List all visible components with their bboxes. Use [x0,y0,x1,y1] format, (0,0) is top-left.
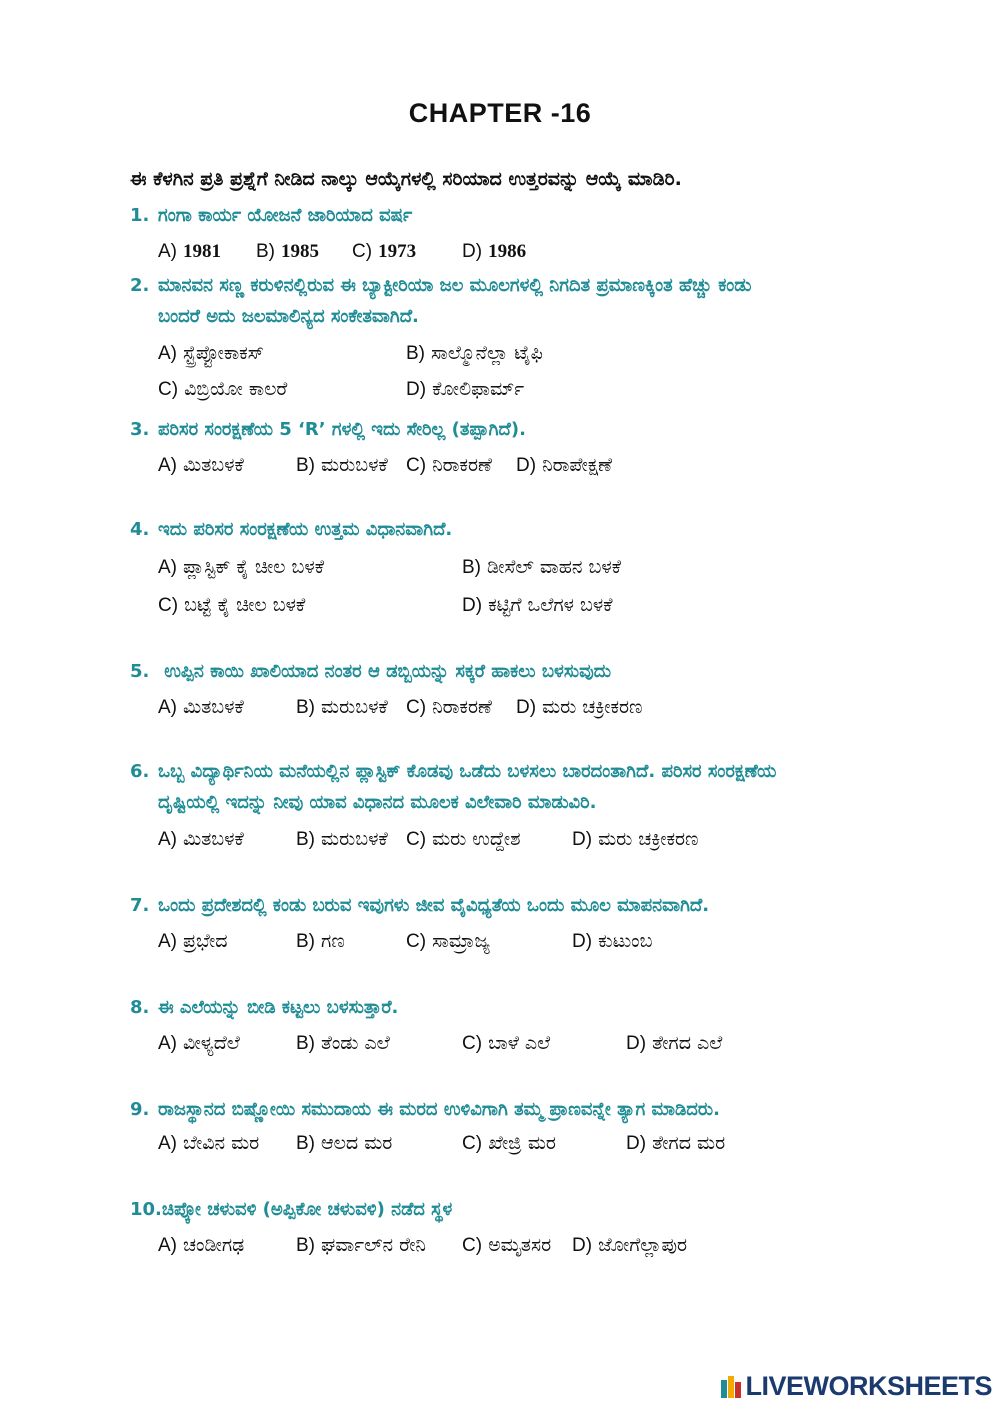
option-1a[interactable]: A) 1981 [158,241,222,262]
question-text-continued: ದೃಷ್ಟಿಯಲ್ಲಿ ಇದನ್ನು ನೀವು ಯಾವ ವಿಧಾನದ ಮೂಲಕ ವಿಲೇವಾರಿ ಮಾಡುವಿರಿ. [158,792,597,813]
option-2b[interactable]: B) ಸಾಲ್ಮೊನೆಲ್ಲಾ ಟೈಫಿ [406,342,543,364]
option-8d[interactable]: D) ತೇಗದ ಎಲೆ [626,1032,723,1054]
option-1c[interactable]: C) 1973 [352,241,417,262]
question-5 [130,656,890,687]
question-7 [130,890,890,921]
option-6a[interactable]: A) ಮಿತಬಳಕೆ [158,828,244,850]
option-1b[interactable]: B) 1985 [256,241,320,262]
option-6b[interactable]: B) ಮರುಬಳಕೆ [296,828,388,850]
page-title: CHAPTER -16 [408,98,592,128]
option-5b[interactable]: B) ಮರುಬಳಕೆ [296,696,388,718]
question-number: 3. [130,419,150,440]
question-text-continued: ಬಂದರೆ ಅದು ಜಲಮಾಲಿನ್ಯದ ಸಂಕೇತವಾಗಿದೆ. [158,306,419,327]
question-text: ಗಂಗಾ ಕಾರ್ಯ ಯೋಜನೆ ಜಾರಿಯಾದ ವರ್ಷ [158,205,413,226]
question-10 [130,1194,890,1225]
option-6c[interactable]: C) ಮರು ಉದ್ದೇಶ [406,828,521,850]
question-3 [130,414,890,445]
option-9c[interactable]: C) ಖೇಜ್ರಿ ಮರ [462,1132,556,1154]
option-7a[interactable]: A) ಪ್ರಭೇದ [158,930,228,952]
question-text: ಈ ಎಲೆಯನ್ನು ಬೀಡಿ ಕಟ್ಟಲು ಬಳಸುತ್ತಾರೆ. [158,997,399,1018]
option-3d[interactable]: D) ನಿರಾಪೇಕ್ಷಣೆ [516,454,612,476]
option-7c[interactable]: C) ಸಾಮ್ರಾಜ್ಯ [406,930,490,952]
option-7b[interactable]: B) ಗಣ [296,930,345,952]
option-5d[interactable]: D) ಮರು ಚಕ್ರೀಕರಣ [516,696,643,718]
question-2 [130,270,890,332]
liveworksheets-brand[interactable] [721,1369,992,1403]
option-2d[interactable]: D) ಕೋಲಿಫಾರ್ಮ್ [406,378,525,400]
question-number: 5. [130,661,150,682]
question-6 [130,756,890,818]
brand-name: LIVEWORKSHEETS [745,1370,992,1401]
question-4 [130,514,890,545]
option-4c[interactable]: C) ಬಟ್ಟೆ ಕೈ ಚೀಲ ಬಳಕೆ [158,594,306,616]
question-text: ಚಿಪ್ಕೋ ಚಳುವಳಿ (ಅಪ್ಪಿಕೋ ಚಳುವಳಿ) ನಡೆದ ಸ್ಥಳ [161,1199,453,1220]
question-9 [130,1094,890,1125]
option-10b[interactable]: B) ಘರ್ವಾಲ್‌ನ ರೇನಿ [296,1234,426,1256]
question-number: 2. [130,275,150,296]
option-5a[interactable]: A) ಮಿತಬಳಕೆ [158,696,244,718]
liveworksheets-logo-icon [721,1374,743,1398]
question-number: 9. [130,1099,150,1120]
question-8 [130,992,890,1023]
option-7d[interactable]: D) ಕುಟುಂಬ [572,930,653,952]
option-10a[interactable]: A) ಚಂಡೀಗಢ [158,1234,245,1256]
option-4b[interactable]: B) ಡೀಸೆಲ್ ವಾಹನ ಬಳಕೆ [462,556,622,578]
option-3c[interactable]: C) ನಿರಾಕರಣೆ [406,454,492,476]
option-8b[interactable]: B) ತೆಂಡು ಎಲೆ [296,1032,390,1054]
question-text: ಇದು ಪರಿಸರ ಸಂರಕ್ಷಣೆಯ ಉತ್ತಮ ವಿಧಾನವಾಗಿದೆ. [158,519,453,540]
option-10d[interactable]: D) ಜೋಗೆಲ್ಲಾಪುರ [572,1234,688,1256]
question-number: 8. [130,997,150,1018]
option-9a[interactable]: A) ಬೇವಿನ ಮರ [158,1132,260,1154]
option-3b[interactable]: B) ಮರುಬಳಕೆ [296,454,388,476]
question-number: 6. [130,761,150,782]
option-3a[interactable]: A) ಮಿತಬಳಕೆ [158,454,244,476]
option-1d[interactable]: D) 1986 [462,241,527,262]
option-2c[interactable]: C) ವಿಬ್ರಿಯೋ ಕಾಲರೆ [158,378,288,400]
option-9b[interactable]: B) ಆಲದ ಮರ [296,1132,393,1154]
option-8a[interactable]: A) ವೀಳ್ಯದೆಲೆ [158,1032,240,1054]
question-text: ಒಂದು ಪ್ರದೇಶದಲ್ಲಿ ಕಂಡು ಬರುವ ಇವುಗಳು ಜೀವ ವೈವಿಧ್ಯತೆಯ ಒಂದು ಮೂಲ ಮಾಪನವಾಗಿದೆ. [158,895,710,916]
option-4a[interactable]: A) ಪ್ಲಾಸ್ಟಿಕ್ ಕೈ ಚೀಲ ಬಳಕೆ [158,556,325,578]
option-4d[interactable]: D) ಕಟ್ಟಿಗೆ ಒಲೆಗಳ ಬಳಕೆ [462,594,613,616]
option-9d[interactable]: D) ತೇಗದ ಮರ [626,1132,726,1154]
option-6d[interactable]: D) ಮರು ಚಕ್ರೀಕರಣ [572,828,699,850]
question-text: ಪರಿಸರ ಸಂರಕ್ಷಣೆಯ 5 ‘R’ ಗಳಲ್ಲಿ ಇದು ಸೇರಿಲ್ಲ (ತಪ್ಪಾಗಿದೆ). [158,419,526,440]
option-2a[interactable]: A) ಸ್ಟ್ರೆಪ್ಟೋಕಾಕಸ್ [158,342,264,364]
question-number: 1. [130,205,150,226]
question-number: 4. [130,519,150,540]
option-5c[interactable]: C) ನಿರಾಕರಣೆ [406,696,492,718]
instruction-text: ಈ ಕೆಳಗಿನ ಪ್ರತಿ ಪ್ರಶ್ನೆಗೆ ನೀಡಿದ ನಾಲ್ಕು ಆಯ್ಕೆಗಳಲ್ಲಿ ಸರಿಯಾದ ಉತ್ತರವನ್ನು ಆಯ್ಕೆ ಮಾಡಿರಿ. [130,168,682,190]
question-text: ಮಾನವನ ಸಣ್ಣ ಕರುಳಿನಲ್ಲಿರುವ ಈ ಬ್ಯಾಕ್ಟೀರಿಯಾ ಜಲ ಮೂಲಗಳಲ್ಲಿ ನಿಗದಿತ ಪ್ರಮಾಣಕ್ಕಿಂತ ಹೆಚ್ಚು ಕಂಡು [158,275,752,296]
question-number: 7. [130,895,150,916]
option-10c[interactable]: C) ಅಮೃತಸರ [462,1234,552,1256]
option-8c[interactable]: C) ಬಾಳೆ ಎಲೆ [462,1032,551,1054]
question-number: 10. [130,1199,162,1220]
question-text: ಒಬ್ಬ ವಿದ್ಯಾರ್ಥಿನಿಯ ಮನೆಯಲ್ಲಿನ ಪ್ಲಾಸ್ಟಿಕ್ ಕೊಡವು ಒಡೆದು ಬಳಸಲು ಬಾರದಂತಾಗಿದೆ. ಪರಿಸರ ಸಂರಕ್ಷಣೆಯ [158,761,777,782]
question-text: ರಾಜಸ್ಥಾನದ ಬಿಷ್ಣೋಯಿ ಸಮುದಾಯ ಈ ಮರದ ಉಳಿವಿಗಾಗಿ ತಮ್ಮ ಪ್ರಾಣವನ್ನೇ ತ್ಯಾಗ ಮಾಡಿದರು. [158,1099,720,1120]
question-1 [130,200,890,231]
question-text: ಉಪ್ಪಿನ ಕಾಯಿ ಖಾಲಿಯಾದ ನಂತರ ಆ ಡಬ್ಬಿಯನ್ನು ಸಕ್ಕರೆ ಹಾಕಲು ಬಳಸುವುದು [158,661,612,682]
